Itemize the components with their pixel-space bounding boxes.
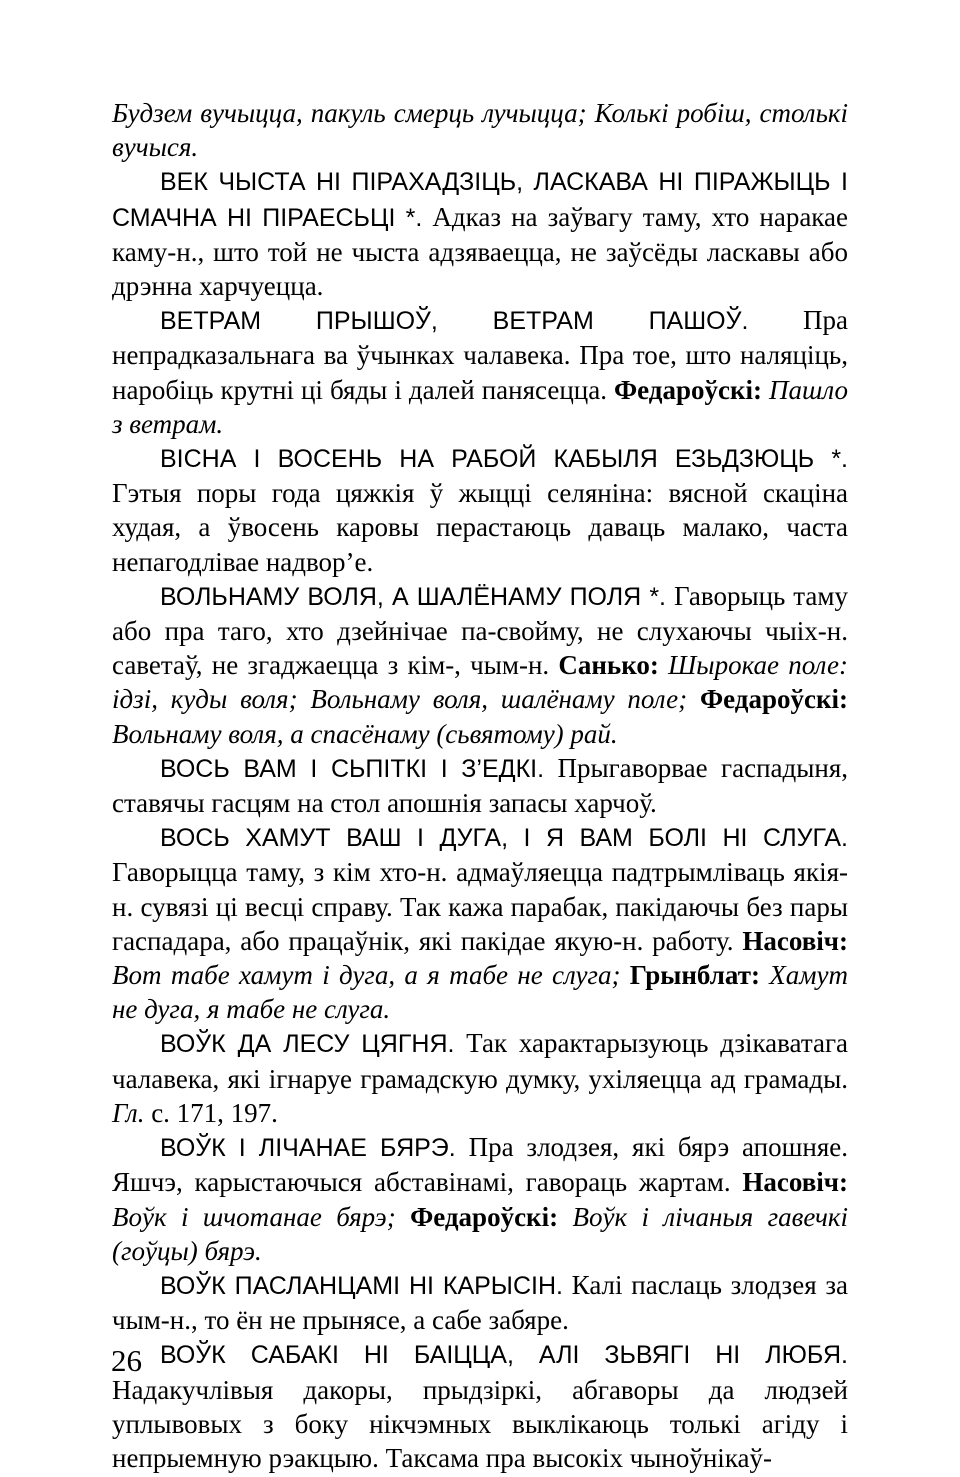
italic-text: Будзем вучыцца, пакуль смерць лучыцца; Колькі робіш, столькі вучыся. xyxy=(112,98,848,163)
entry-text: Пра непрадказальнага ва ўчынках чалавека. Пра тое, што наляціць, наробіць крутні ці бяды і далей панясецца. xyxy=(112,305,849,405)
dictionary-entry xyxy=(112,1026,848,1130)
dictionary-entry xyxy=(112,1268,848,1337)
italic-text: Воўк і шчотанае бярэ; xyxy=(112,1201,396,1232)
entry-headword: ВЕТРАМ ПРЫШОЎ, ВЕТРАМ ПАШОЎ. xyxy=(160,307,749,336)
entry-text: Калі паслаць злодзея за чым-н., то ён не прынясе, а сабе забяре. xyxy=(112,1269,848,1336)
italic-text: Вольнаму воля, а спасёнаму (сьвятому) рай. xyxy=(112,718,618,749)
source-name: Федароўскі: xyxy=(699,684,848,715)
entry-text xyxy=(659,650,668,680)
dictionary-entry xyxy=(112,1130,848,1268)
dictionary-entry xyxy=(112,820,848,1026)
entry-text: Гаворыць таму або пра таго, хто дзейнічае па-свойму, не слухаючы чыіх-н. саветаў, не згаджаецца з кім-, чым-н. xyxy=(112,580,848,681)
dictionary-entry xyxy=(112,751,848,820)
dictionary-entry xyxy=(112,1337,848,1475)
italic-text: Воўк і лічаныя гавечкі (гоўцы) бярэ. xyxy=(112,1201,848,1266)
entry-text: с. 171, 197. xyxy=(144,1097,278,1128)
entry-text: Адказ на заўвагу таму, хто наракае каму-н., што той не чыста адзяваецца, не заўсёды ласкавы або дрэнна харчуецца. xyxy=(112,201,848,302)
italic-text: Шырокае поле: ідзі, куды воля; Вольнаму воля, шалёнаму поле; xyxy=(112,650,848,715)
entry-headword: ВІСНА І ВОСЕНЬ НА РАБОЙ КАБЫЛЯ ЕЗЬДЗЮЦЬ *. xyxy=(160,445,848,474)
source-name: Насовіч: xyxy=(742,1167,848,1198)
source-name: Федароўскі: xyxy=(613,374,762,405)
entry-text xyxy=(558,1202,572,1232)
italic-text: Хамут не дуга, я табе не слуга. xyxy=(112,960,848,1025)
entry-text: Прыгаворвае гаспадыня, ставячы гасцям на стол апошнія запасы харчоў. xyxy=(112,752,848,819)
dictionary-entry xyxy=(112,441,848,579)
entry-headword: ВОЎК ПАСЛАНЦАМІ НІ КАРЫСІН. xyxy=(160,1271,563,1300)
dictionary-entry xyxy=(112,579,848,751)
entry-text xyxy=(396,1202,410,1232)
dictionary-entry xyxy=(112,164,848,303)
page-text xyxy=(112,96,848,1475)
entry-text xyxy=(760,960,769,990)
entry-headword: ВОЎК САБАКІ НІ БАІЦЦА, АЛІ ЗЬВЯГІ НІ ЛЮБЯ. xyxy=(160,1341,848,1370)
continuation-paragraph xyxy=(112,96,848,164)
dictionary-entry xyxy=(112,303,848,441)
italic-text: Пашло з ветрам. xyxy=(112,374,848,439)
entry-text: Так характарызуюць дзікаватага чалавека, які ігнаруе грамадскую думку, ухіляецца ад грамады. xyxy=(112,1028,848,1094)
entry-text: Гэтыя поры года цяжкія ў жыцці селяніна: вясной скаціна худая, а ўвосень каровы перастаюць даваць малако, часта непагодлівае надвор’е. xyxy=(112,478,848,577)
entry-headword: ВОСЬ ВАМ І СЬПІТКІ І З’ЕДКІ. xyxy=(160,754,545,783)
entry-headword: ВЕК ЧЫСТА НІ ПІРАХАДЗІЦЬ, ЛАСКАВА НІ ПІРАЖЫЦЬ І СМАЧНА НІ ПІРАЕСЬЦІ *. xyxy=(112,168,848,232)
entry-text xyxy=(762,375,769,405)
entry-headword: ВОЎК ДА ЛЕСУ ЦЯГНЯ. xyxy=(160,1030,455,1059)
entry-headword: ВОЎК І ЛІЧАНАЕ БЯРЭ. xyxy=(160,1134,456,1163)
entry-text xyxy=(620,960,629,990)
source-name: Санько: xyxy=(558,650,659,681)
italic-text: Гл. xyxy=(112,1097,145,1128)
source-name: Насовіч: xyxy=(742,925,848,956)
source-name: Федароўскі: xyxy=(410,1201,559,1232)
entry-headword: ВОЛЬНАМУ ВОЛЯ, А ШАЛЁНАМУ ПОЛЯ *. xyxy=(160,582,667,611)
entry-text xyxy=(687,684,700,714)
italic-text: Вот табе хамут і дуга, а я табе не слуга; xyxy=(112,960,621,991)
entry-text: Гаворыцца таму, з кім хто-н. адмаўляецца падтрымліваць якія-н. сувязі ці весці справу. Так кажа парабак, пакідаючы без пары гаспадара, або працаўнік, які пакідае якую-н. работу. xyxy=(112,857,848,956)
entry-headword: ВОСЬ ХАМУТ ВАШ І ДУГА, І Я ВАМ БОЛІ НІ СЛУГА. xyxy=(160,824,848,853)
page-number: 26 xyxy=(111,1343,142,1378)
entry-text: Надакучлівыя дакоры, прыдзіркі, абгаворы да людзей уплывовых з боку нікчэмных выклікаюць толькі агіду і непрыемную рэакцыю. Таксама пра высокіх чыноўнікаў- xyxy=(112,1374,848,1473)
source-name: Грынблат: xyxy=(629,960,760,991)
entry-text: Пра злодзея, які бярэ апошняе. Яшчэ, карыстаючыся абставінамі, гавораць жартам. xyxy=(112,1132,848,1198)
